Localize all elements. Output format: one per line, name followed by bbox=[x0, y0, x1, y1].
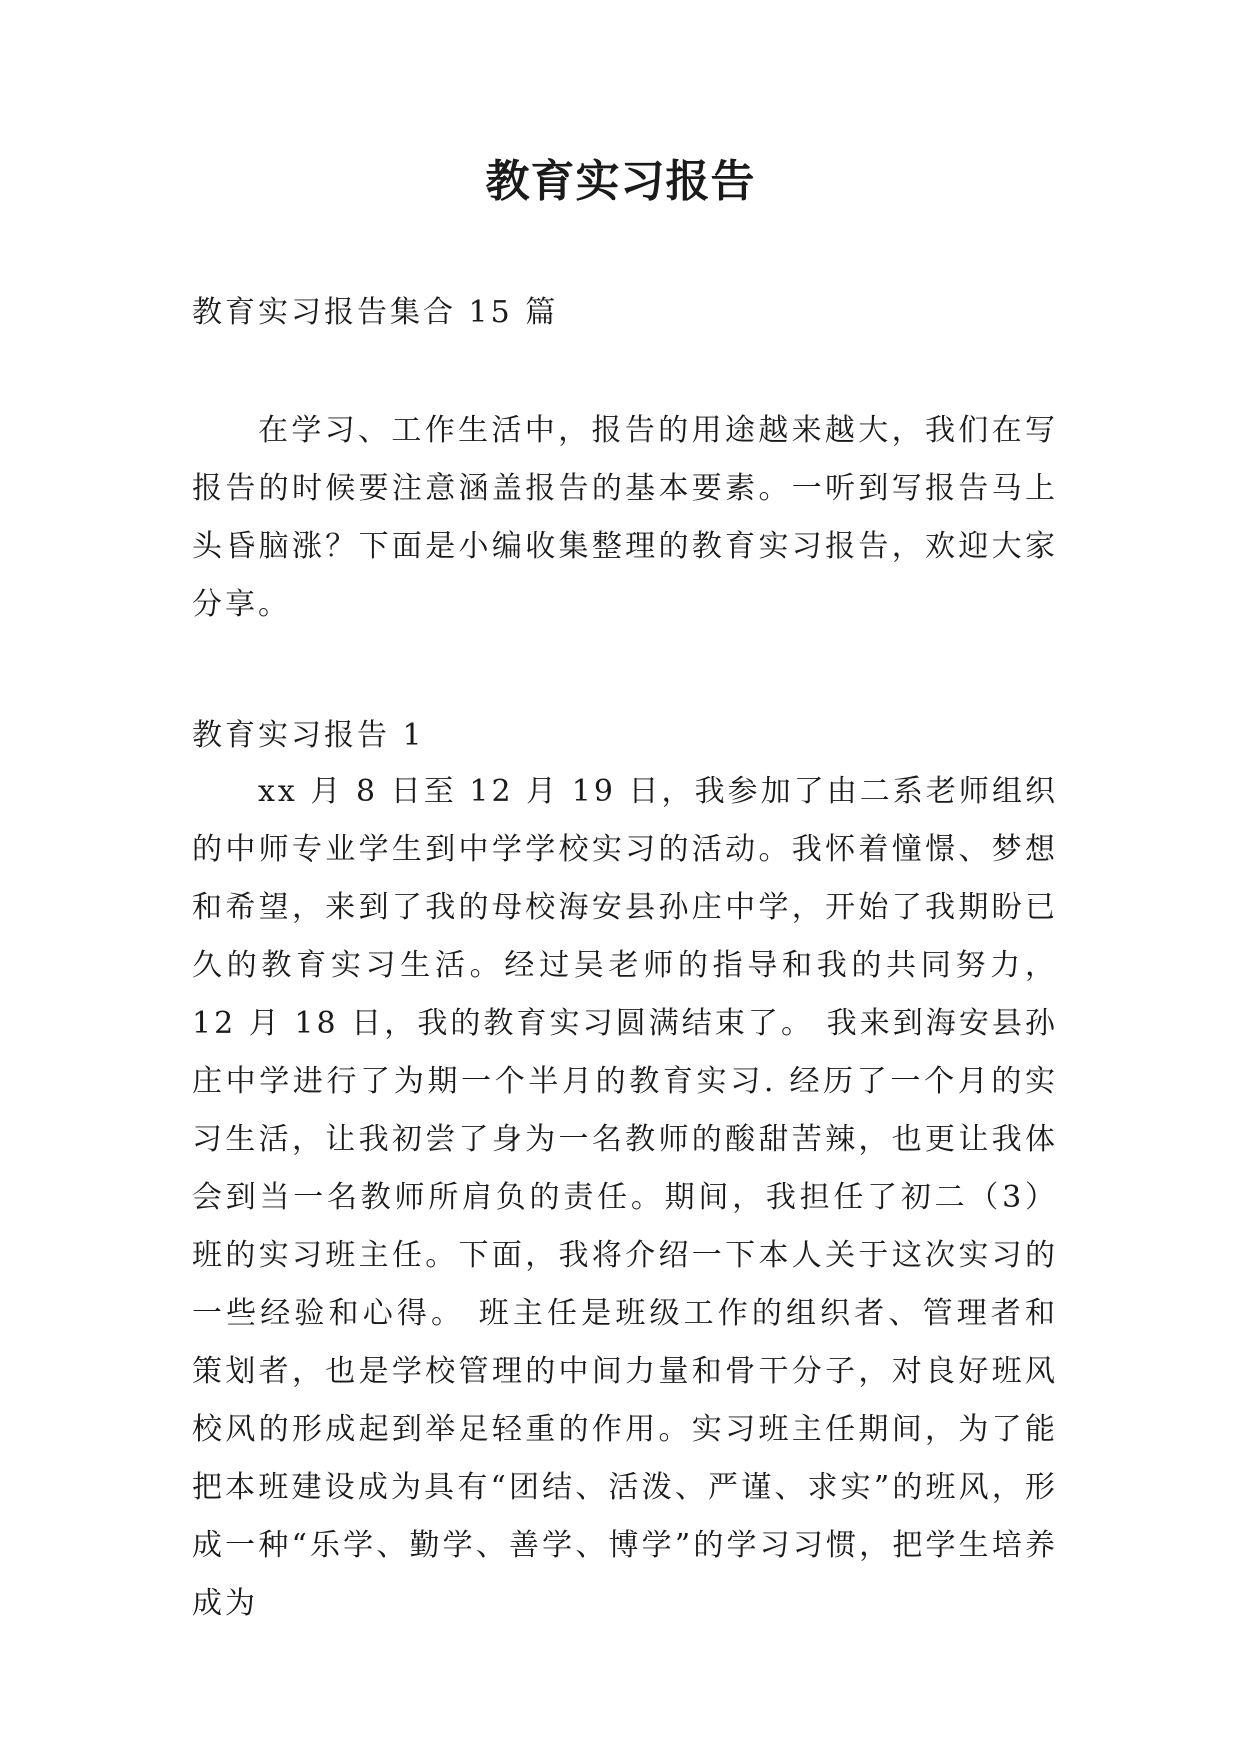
document-subtitle: 教育实习报告集合 15 篇 bbox=[192, 295, 559, 330]
section-heading: 教育实习报告 1 bbox=[192, 718, 425, 753]
document-title: 教育实习报告 bbox=[485, 156, 756, 207]
section-body-paragraph: xx 月 8 日至 12 月 19 日，我参加了由二系老师组织的中师专业学生到中学学校实习的活动。我怀着憧憬、梦想和希望，来到了我的母校海安县孙庄中学，开始了我期盼已久的教育实习生活。经过吴老师的指导和我的共同努力，12 月 18 日，我的教育实习圆满结束了。 我来到海安县孙庄中学进行了为期一个半月的教育实习. 经历了一个月的实习生活，让我初尝了身为一名教师的酸甜苦辣，也更让我体会到当一名教师所肩负的责任。期间，我担任了初二（3）班的实习班主任。下面，我将介绍一下本人关于这次实习的一些经验和心得。 班主任是班级工作的组织者、管理者和策划者，也是学校管理的中间力量和骨干分子，对良好班风校风的形成起到举足轻重的作用。实习班主任期间，为了能把本班建设成为具有“团结、活泼、严谨、求实”的班风，形成一种“乐学、勤学、善学、博学”的学习习惯，把学生培养成为 bbox=[192, 774, 1058, 1621]
intro-paragraph: 在学习、工作生活中，报告的用途越来越大，我们在写报告的时候要注意涵盖报告的基本要素。一听到写报告马上头昏脑涨？下面是小编收集整理的教育实习报告，欢迎大家分享。 bbox=[192, 413, 1058, 622]
